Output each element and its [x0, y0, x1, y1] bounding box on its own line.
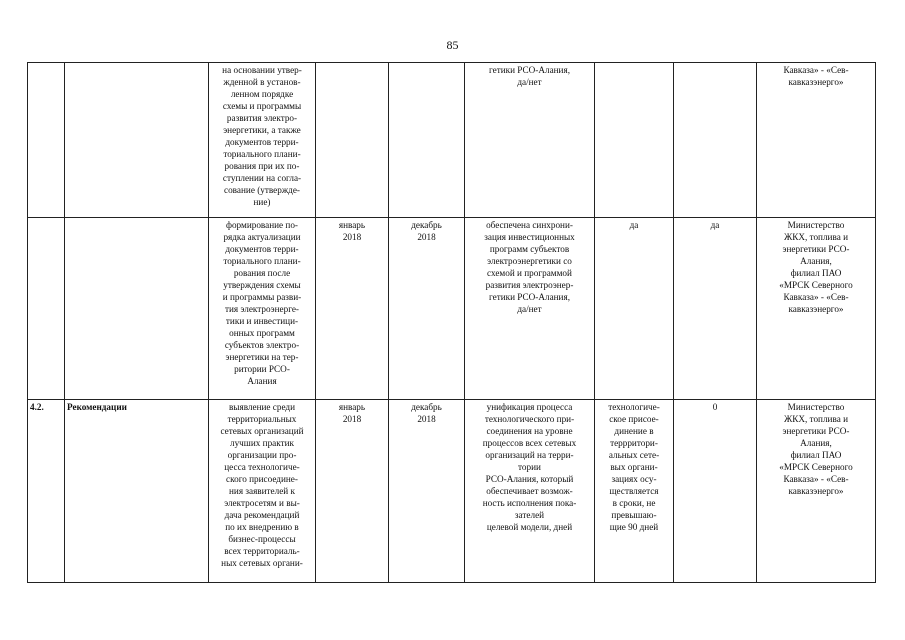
cell-line: террритори- [610, 438, 658, 448]
cell-line: целевой модели, дней [486, 522, 573, 532]
cell-line: и программы разви- [222, 292, 302, 302]
cell-line: ЖКХ, топлива и [783, 232, 848, 242]
cell-name [65, 63, 209, 218]
cell-line: развития электро- [226, 113, 298, 123]
cell-line: филиал ПАО [790, 268, 842, 278]
cell-line: бизнес-процессы [228, 534, 296, 544]
cell-line: «МРСК Северного [779, 462, 853, 472]
cell-responsible [757, 218, 876, 400]
cell-line: соединения на уровне [486, 426, 573, 436]
cell-line: организаций на терри- [485, 450, 574, 460]
cell-result [465, 218, 595, 400]
cell-line: тия электроэнерге- [225, 304, 299, 314]
cell-line: сетевых организаций [220, 426, 304, 436]
cell-line: выявление среди [228, 402, 296, 412]
cell-indicator [595, 218, 674, 400]
cell-line: развития электроэнер- [485, 280, 574, 290]
cell-line: ние) [253, 197, 271, 207]
cell-line: декабрь [411, 402, 442, 412]
cell-line: 2018 [342, 232, 362, 242]
cell-line: документов терри- [225, 137, 299, 147]
cell-line: кавказэнерго» [788, 486, 844, 496]
cell-line: ториального плани- [223, 256, 301, 266]
cell-line: ского присоедине- [226, 474, 298, 484]
cell-line: РСО-Алания, который [485, 474, 574, 484]
measures-table [27, 62, 876, 583]
cell-line: процессов всех сетевых [482, 438, 577, 448]
cell-line: ния заявителей к [229, 486, 295, 496]
cell-line: Кавказа» - «Сев- [783, 474, 849, 484]
cell-line: технологического при- [484, 414, 575, 424]
cell-line: 2018 [417, 232, 436, 242]
cell-value [674, 63, 757, 218]
cell-line: лучших практик [229, 438, 294, 448]
cell-line: тики и инвестици- [225, 316, 299, 326]
cell-responsible [757, 400, 876, 583]
cell-line: вых органи- [610, 462, 658, 472]
cell-line: в сроки, не [612, 498, 656, 508]
cell-line: филиал ПАО [790, 450, 842, 460]
cell-start-date [316, 63, 389, 218]
table-row [28, 218, 876, 400]
cell-line: зателей [514, 510, 545, 520]
cell-line: Министерство [787, 402, 845, 412]
cell-line: рования при их по- [224, 161, 300, 171]
cell-line: зациях осу- [611, 474, 657, 484]
cell-line: да [629, 220, 639, 230]
cell-line: документов терри- [225, 244, 299, 254]
cell-line: гетики РСО-Алания, [488, 292, 571, 302]
cell-line: зация инвестиционных [484, 232, 575, 242]
cell-value [674, 400, 757, 583]
cell-value [674, 218, 757, 400]
cell-end-date [389, 218, 465, 400]
cell-line: да/нет [517, 304, 542, 314]
cell-activity [209, 400, 316, 583]
cell-line: Алания, [800, 256, 832, 266]
cell-line: на основании утвер- [222, 65, 302, 75]
cell-line: ЖКХ, топлива и [783, 414, 848, 424]
cell-line: энергетики РСО- [782, 244, 850, 254]
cell-line: щие 90 дней [609, 522, 659, 532]
cell-line: кавказэнерго» [788, 77, 844, 87]
cell-number [28, 63, 65, 218]
cell-line: субъектов электро- [224, 340, 300, 350]
cell-line: ритории РСО- [234, 364, 290, 374]
cell-line: ториального плани- [223, 149, 301, 159]
cell-line: Кавказа» - «Сев- [783, 292, 849, 302]
cell-line: превышаю- [611, 510, 657, 520]
cell-responsible [757, 63, 876, 218]
cell-line: энергетики на тер- [225, 352, 299, 362]
cell-line: да [710, 220, 720, 230]
cell-line: 0 [712, 402, 718, 412]
cell-line: ское присое- [609, 414, 659, 424]
cell-line: ступлении на согла- [222, 173, 302, 183]
cell-indicator [595, 400, 674, 583]
cell-line: альных сете- [608, 450, 660, 460]
page-number: 85 [446, 38, 459, 52]
cell-line: ленном порядке [230, 89, 294, 99]
cell-line: энергетики РСО- [782, 426, 850, 436]
cell-line: формирование по- [226, 220, 298, 230]
cell-number [28, 218, 65, 400]
cell-line: да/нет [517, 77, 542, 87]
cell-line: электроэнергетики со [487, 256, 572, 266]
cell-line: ных сетевых органи- [221, 558, 303, 568]
cell-line: январь [338, 402, 366, 412]
cell-line: унификация процесса [486, 402, 573, 412]
cell-line: энергетики, а также [223, 125, 301, 135]
cell-line: территориальных [227, 414, 297, 424]
cell-line: рования после [233, 268, 291, 278]
cell-result [465, 63, 595, 218]
cell-line: «МРСК Северного [779, 280, 853, 290]
cell-line: Алания [247, 376, 277, 386]
cell-line: ность исполнения пока- [482, 498, 577, 508]
cell-line: жденной в установ- [223, 77, 301, 87]
cell-line: всех территориаль- [224, 546, 300, 556]
cell-line: 2018 [342, 414, 362, 424]
cell-line: рядка актуализации [223, 232, 301, 242]
cell-name [65, 218, 209, 400]
cell-line: кавказэнерго» [788, 304, 844, 314]
cell-activity [209, 218, 316, 400]
cell-line: программ субъектов [489, 244, 570, 254]
cell-activity [209, 63, 316, 218]
table-row [28, 63, 876, 218]
cell-line: гетики РСО-Алания, [488, 65, 571, 75]
cell-line: обеспечена синхрони- [486, 220, 573, 230]
cell-line: динение в [614, 426, 654, 436]
cell-line: электросетям и вы- [224, 498, 300, 508]
cell-line: по их внедрению в [225, 522, 299, 532]
cell-line: Алания, [800, 438, 832, 448]
cell-line: цесса технологиче- [224, 462, 300, 472]
cell-result [465, 400, 595, 583]
cell-line: организации про- [227, 450, 297, 460]
cell-line: декабрь [411, 220, 442, 230]
cell-start-date [316, 218, 389, 400]
cell-line: схемой и программой [487, 268, 572, 278]
cell-start-date [316, 400, 389, 583]
cell-line: Министерство [787, 220, 845, 230]
cell-end-date [389, 400, 465, 583]
cell-number: 4.2. [28, 400, 65, 583]
cell-indicator [595, 63, 674, 218]
cell-line: схемы и программы [222, 101, 302, 111]
cell-line: дача рекомендаций [224, 510, 300, 520]
cell-line: сование (утвержде- [224, 185, 300, 195]
table-row [28, 400, 876, 583]
cell-line: январь [338, 220, 366, 230]
cell-line: технологиче- [608, 402, 660, 412]
cell-name: Рекомендации [65, 400, 209, 583]
cell-end-date [389, 63, 465, 218]
cell-line: 2018 [417, 414, 436, 424]
cell-line: онных программ [229, 328, 295, 338]
cell-line: тории [518, 462, 541, 472]
cell-line: ществляется [609, 486, 659, 496]
cell-line: Кавказа» - «Сев- [783, 65, 849, 75]
cell-line: обеспечивает возмож- [486, 486, 573, 496]
cell-line: утверждения схемы [223, 280, 301, 290]
